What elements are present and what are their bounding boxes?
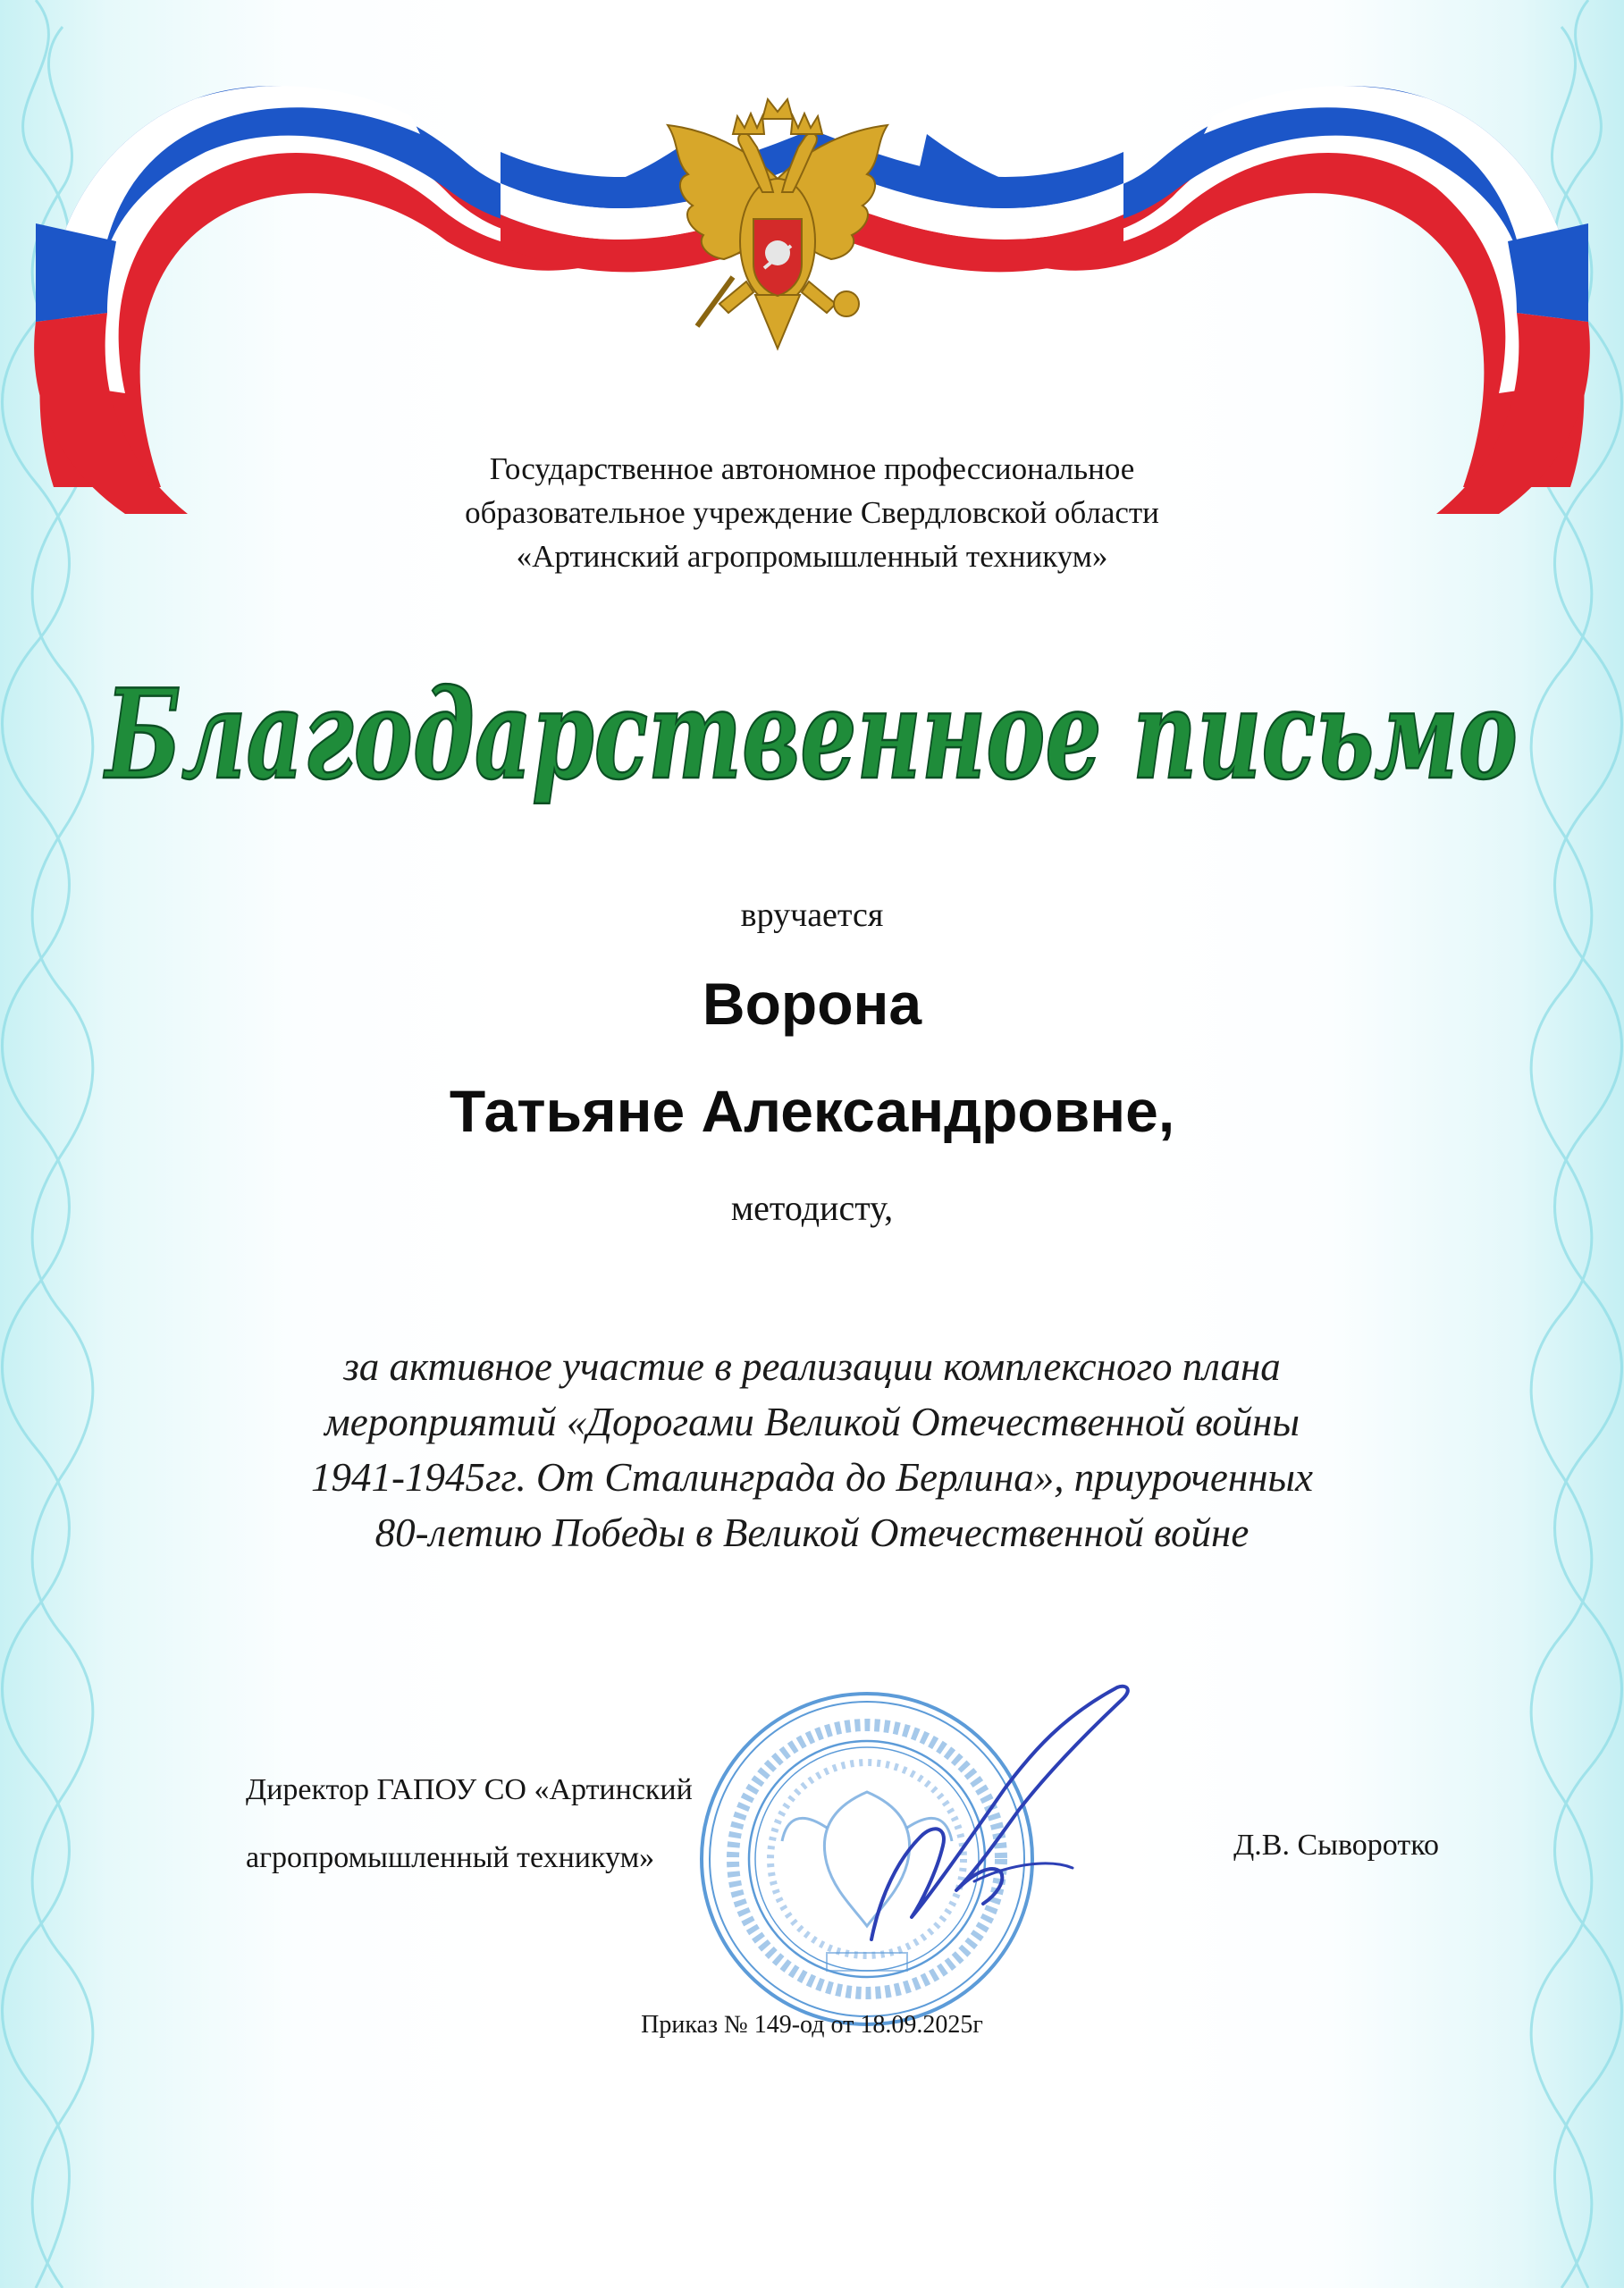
reason-line: 1941-1945гг. От Сталинграда до Берлина», приуроченных bbox=[311, 1455, 1313, 1500]
document-title bbox=[54, 648, 1570, 827]
recipient-given-names: Татьяне Александровне, bbox=[449, 1078, 1175, 1144]
reason-line: мероприятий «Дорогами Великой Отечественной войны bbox=[324, 1400, 1300, 1444]
organization-name bbox=[268, 447, 1356, 578]
handwritten-signature bbox=[849, 1680, 1144, 1948]
organization-line: образовательное учреждение Свердловской области bbox=[465, 495, 1159, 530]
signatory-name: Д.В. Сыворотко bbox=[1233, 1829, 1439, 1862]
recipient-position: методисту, bbox=[730, 1188, 894, 1228]
reason-line: за активное участие в реализации комплексного плана bbox=[343, 1344, 1281, 1389]
signatory-title-line: Директор ГАПОУ СО «Артинский bbox=[246, 1773, 693, 1806]
awarded-label: вручается bbox=[740, 896, 884, 934]
document-title-text: Благодарственное письмо bbox=[103, 661, 1519, 807]
signatory-title bbox=[246, 1756, 871, 1892]
organization-line: Государственное автономное профессиональное bbox=[489, 451, 1135, 486]
order-reference: Приказ № 149-од от 18.09.2025г bbox=[641, 2011, 983, 2039]
organization-line: «Артинский агропромышленный техникум» bbox=[516, 539, 1108, 574]
reason-line: 80-летию Победы в Великой Отечественной войне bbox=[374, 1510, 1250, 1555]
signatory-title-line: агропромышленный техникум» bbox=[246, 1841, 655, 1874]
russian-coat-of-arms-emblem bbox=[657, 94, 898, 362]
recipient-surname: Ворона bbox=[702, 971, 922, 1037]
award-reason bbox=[134, 1339, 1490, 1560]
